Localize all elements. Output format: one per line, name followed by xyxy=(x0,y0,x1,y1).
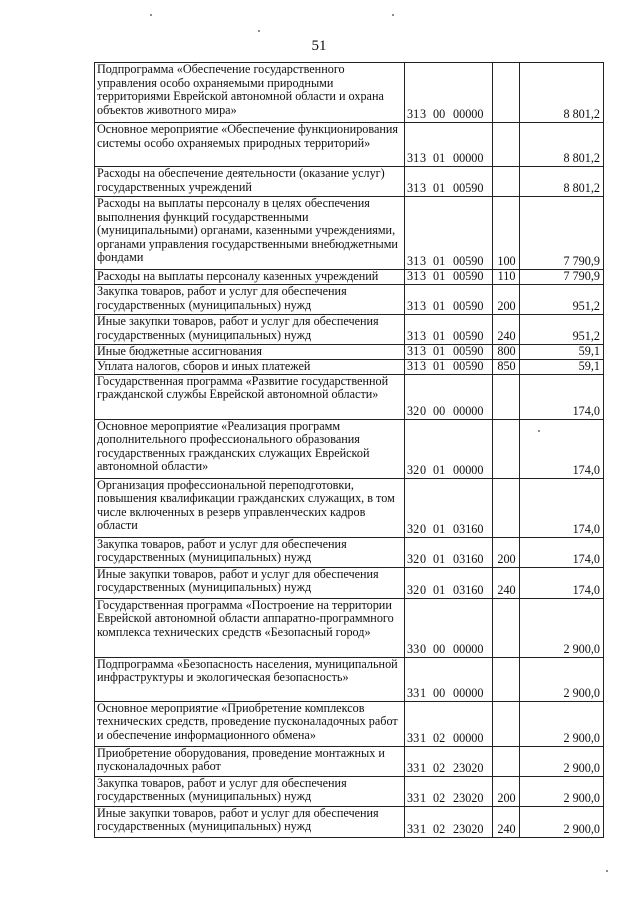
row-expense-type: 200 xyxy=(493,285,520,315)
code-part: 32 xyxy=(407,583,420,597)
table-row xyxy=(95,701,604,746)
code-part: 31 xyxy=(407,151,420,166)
row-sum: 8 801,2 xyxy=(520,123,604,167)
code-part: 01 xyxy=(433,552,446,566)
row-name: Закупка товаров, работ и услуг для обеспечения государственных (муниципальных) нужд xyxy=(95,776,405,806)
row-expense-type: 240 xyxy=(493,567,520,598)
code-part: 00 xyxy=(433,107,446,122)
code-part: 00000 xyxy=(453,404,484,418)
row-target-code xyxy=(405,315,493,345)
row-target-code xyxy=(405,657,493,701)
code-part: 0 xyxy=(420,463,427,477)
row-target-code xyxy=(405,567,493,598)
row-expense-type: 800 xyxy=(493,345,520,360)
code-part: 02 xyxy=(433,822,446,836)
code-part: 31 xyxy=(407,269,420,284)
row-sum: 7 790,9 xyxy=(520,197,604,270)
row-target-code xyxy=(405,701,493,746)
budget-table xyxy=(94,62,604,838)
code-part: 01 xyxy=(433,463,446,477)
code-part: 00 xyxy=(433,686,446,700)
code-part: 3 xyxy=(420,329,427,344)
code-part: 31 xyxy=(407,254,420,269)
table-row xyxy=(95,776,604,806)
code-part: 01 xyxy=(433,329,446,344)
row-target-code xyxy=(405,419,493,478)
row-target-code xyxy=(405,478,493,537)
row-sum: 951,2 xyxy=(520,285,604,315)
code-part: 33 xyxy=(407,642,420,656)
table-row xyxy=(95,270,604,285)
scan-speck xyxy=(258,30,260,32)
code-part: 02 xyxy=(433,761,446,775)
row-sum: 951,2 xyxy=(520,315,604,345)
code-part: 3 xyxy=(420,299,427,314)
code-part: 00590 xyxy=(453,299,484,314)
row-sum: 2 900,0 xyxy=(520,701,604,746)
row-name: Уплата налогов, сборов и иных платежей xyxy=(95,359,405,374)
code-part: 1 xyxy=(420,686,427,700)
code-part: 1 xyxy=(420,822,427,836)
row-sum: 7 790,9 xyxy=(520,270,604,285)
scan-speck xyxy=(606,870,608,872)
code-part: 00000 xyxy=(453,151,484,166)
row-expense-type xyxy=(493,478,520,537)
code-part: 1 xyxy=(420,791,427,805)
row-target-code xyxy=(405,746,493,776)
row-target-code xyxy=(405,374,493,419)
row-name: Закупка товаров, работ и услуг для обеспечения государственных (муниципальных) нужд xyxy=(95,537,405,567)
code-part: 31 xyxy=(407,344,420,358)
code-part: 03160 xyxy=(453,552,484,566)
code-part: 31 xyxy=(407,181,420,196)
row-expense-type xyxy=(493,167,520,197)
row-expense-type xyxy=(493,657,520,701)
row-name: Основное мероприятие «Реализация программ дополнительного профессионального образования государственных гражданских служащих Еврейской автономной области» xyxy=(95,419,405,478)
row-expense-type xyxy=(493,701,520,746)
table-row xyxy=(95,359,604,374)
row-sum: 8 801,2 xyxy=(520,63,604,123)
row-sum: 2 900,0 xyxy=(520,776,604,806)
table-row xyxy=(95,567,604,598)
code-part: 00590 xyxy=(453,344,484,358)
row-target-code xyxy=(405,270,493,285)
row-sum: 174,0 xyxy=(520,537,604,567)
code-part: 00000 xyxy=(453,107,484,122)
row-sum: 59,1 xyxy=(520,359,604,374)
scan-speck xyxy=(538,430,540,432)
row-target-code xyxy=(405,345,493,360)
row-target-code xyxy=(405,537,493,567)
row-target-code xyxy=(405,63,493,123)
code-part: 31 xyxy=(407,359,420,373)
table-row xyxy=(95,285,604,315)
row-name: Расходы на выплаты персоналу в целях обеспечения выполнения функций государственными (муниципальными) органами, казенными учреждениями, органами управления государственными внебюджетными фондами xyxy=(95,197,405,270)
table-row xyxy=(95,537,604,567)
row-target-code xyxy=(405,806,493,837)
code-part: 00590 xyxy=(453,359,484,373)
code-part: 0 xyxy=(420,583,427,597)
code-part: 1 xyxy=(420,731,427,745)
code-part: 02 xyxy=(433,791,446,805)
code-part: 3 xyxy=(420,359,427,373)
code-part: 01 xyxy=(433,359,446,373)
code-part: 02 xyxy=(433,731,446,745)
code-part: 31 xyxy=(407,329,420,344)
row-expense-type: 200 xyxy=(493,537,520,567)
code-part: 3 xyxy=(420,107,427,122)
code-part: 01 xyxy=(433,181,446,196)
row-expense-type xyxy=(493,419,520,478)
code-part: 32 xyxy=(407,552,420,566)
code-part: 00590 xyxy=(453,269,484,284)
row-expense-type xyxy=(493,63,520,123)
row-expense-type: 240 xyxy=(493,315,520,345)
row-sum: 2 900,0 xyxy=(520,746,604,776)
code-part: 3 xyxy=(420,344,427,358)
code-part: 01 xyxy=(433,269,446,284)
table-row xyxy=(95,657,604,701)
row-expense-type: 850 xyxy=(493,359,520,374)
row-name: Иные бюджетные ассигнования xyxy=(95,345,405,360)
table-row xyxy=(95,63,604,123)
row-sum: 174,0 xyxy=(520,478,604,537)
code-part: 00000 xyxy=(453,463,484,477)
code-part: 0 xyxy=(420,522,427,536)
row-target-code xyxy=(405,776,493,806)
row-sum: 8 801,2 xyxy=(520,167,604,197)
code-part: 23020 xyxy=(453,761,484,775)
row-sum: 174,0 xyxy=(520,567,604,598)
code-part: 33 xyxy=(407,791,420,805)
row-name: Иные закупки товаров, работ и услуг для обеспечения государственных (муниципальных) нужд xyxy=(95,806,405,837)
code-part: 00000 xyxy=(453,642,484,656)
table-row xyxy=(95,598,604,657)
table-row xyxy=(95,746,604,776)
row-target-code xyxy=(405,285,493,315)
row-name: Подпрограмма «Безопасность населения, муниципальной инфраструктуры и экологическая безопасность» xyxy=(95,657,405,701)
row-target-code xyxy=(405,359,493,374)
code-part: 01 xyxy=(433,151,446,166)
code-part: 33 xyxy=(407,761,420,775)
row-expense-type xyxy=(493,123,520,167)
row-name: Государственная программа «Развитие государственной гражданской службы Еврейской автономной области» xyxy=(95,374,405,419)
scan-speck xyxy=(392,14,394,16)
code-part: 33 xyxy=(407,731,420,745)
code-part: 32 xyxy=(407,522,420,536)
row-sum: 174,0 xyxy=(520,374,604,419)
table-body xyxy=(95,63,604,838)
code-part: 3 xyxy=(420,269,427,284)
row-expense-type: 110 xyxy=(493,270,520,285)
code-part: 23020 xyxy=(453,822,484,836)
code-part: 01 xyxy=(433,522,446,536)
row-expense-type: 100 xyxy=(493,197,520,270)
row-expense-type: 240 xyxy=(493,806,520,837)
code-part: 00000 xyxy=(453,686,484,700)
code-part: 01 xyxy=(433,583,446,597)
code-part: 33 xyxy=(407,822,420,836)
table-row xyxy=(95,167,604,197)
table-row xyxy=(95,806,604,837)
table-row xyxy=(95,315,604,345)
row-sum: 2 900,0 xyxy=(520,806,604,837)
row-name: Расходы на обеспечение деятельности (оказание услуг) государственных учреждений xyxy=(95,167,405,197)
row-expense-type: 200 xyxy=(493,776,520,806)
row-name: Организация профессиональной переподготовки, повышения квалификации гражданских служащих, в том числе включенных в резерв управленческих кадров области xyxy=(95,478,405,537)
row-name: Иные закупки товаров, работ и услуг для обеспечения государственных (муниципальных) нужд xyxy=(95,567,405,598)
code-part: 0 xyxy=(420,404,427,418)
row-target-code xyxy=(405,167,493,197)
code-part: 01 xyxy=(433,299,446,314)
table-row xyxy=(95,345,604,360)
code-part: 3 xyxy=(420,151,427,166)
row-target-code xyxy=(405,197,493,270)
code-part: 32 xyxy=(407,463,420,477)
code-part: 00590 xyxy=(453,254,484,269)
code-part: 03160 xyxy=(453,583,484,597)
code-part: 33 xyxy=(407,686,420,700)
code-part: 00000 xyxy=(453,731,484,745)
code-part: 32 xyxy=(407,404,420,418)
row-name: Приобретение оборудования, проведение монтажных и пусконаладочных работ xyxy=(95,746,405,776)
row-sum: 2 900,0 xyxy=(520,598,604,657)
code-part: 00590 xyxy=(453,181,484,196)
row-name: Государственная программа «Построение на территории Еврейской автономной области аппаратно-программного комплекса технических средств «Безопасный город» xyxy=(95,598,405,657)
code-part: 01 xyxy=(433,344,446,358)
code-part: 1 xyxy=(420,761,427,775)
code-part: 23020 xyxy=(453,791,484,805)
row-target-code xyxy=(405,598,493,657)
code-part: 00 xyxy=(433,404,446,418)
code-part: 31 xyxy=(407,299,420,314)
row-expense-type xyxy=(493,746,520,776)
row-name: Основное мероприятие «Обеспечение функционирования системы особо охраняемых природных территорий» xyxy=(95,123,405,167)
code-part: 01 xyxy=(433,254,446,269)
code-part: 3 xyxy=(420,181,427,196)
row-target-code xyxy=(405,123,493,167)
row-name: Расходы на выплаты персоналу казенных учреждений xyxy=(95,270,405,285)
row-name: Подпрограмма «Обеспечение государственного управления особо охраняемыми природными территориями Еврейской автономной области и охрана объектов животного мира» xyxy=(95,63,405,123)
page-number: 51 xyxy=(311,38,327,54)
row-sum: 59,1 xyxy=(520,345,604,360)
row-name: Основное мероприятие «Приобретение комплексов технических средств, проведение пусконаладочных работ и обеспечение информационного обмена» xyxy=(95,701,405,746)
row-expense-type xyxy=(493,598,520,657)
table-row xyxy=(95,374,604,419)
table-row xyxy=(95,123,604,167)
table-row xyxy=(95,197,604,270)
table-row xyxy=(95,419,604,478)
code-part: 00 xyxy=(433,642,446,656)
row-sum: 2 900,0 xyxy=(520,657,604,701)
code-part: 0 xyxy=(420,642,427,656)
row-expense-type xyxy=(493,374,520,419)
table-row xyxy=(95,478,604,537)
code-part: 31 xyxy=(407,107,420,122)
code-part: 00590 xyxy=(453,329,484,344)
code-part: 0 xyxy=(420,552,427,566)
scan-speck xyxy=(150,14,152,16)
row-name: Закупка товаров, работ и услуг для обеспечения государственных (муниципальных) нужд xyxy=(95,285,405,315)
code-part: 03160 xyxy=(453,522,484,536)
row-name: Иные закупки товаров, работ и услуг для обеспечения государственных (муниципальных) нужд xyxy=(95,315,405,345)
code-part: 3 xyxy=(420,254,427,269)
row-sum: 174,0 xyxy=(520,419,604,478)
